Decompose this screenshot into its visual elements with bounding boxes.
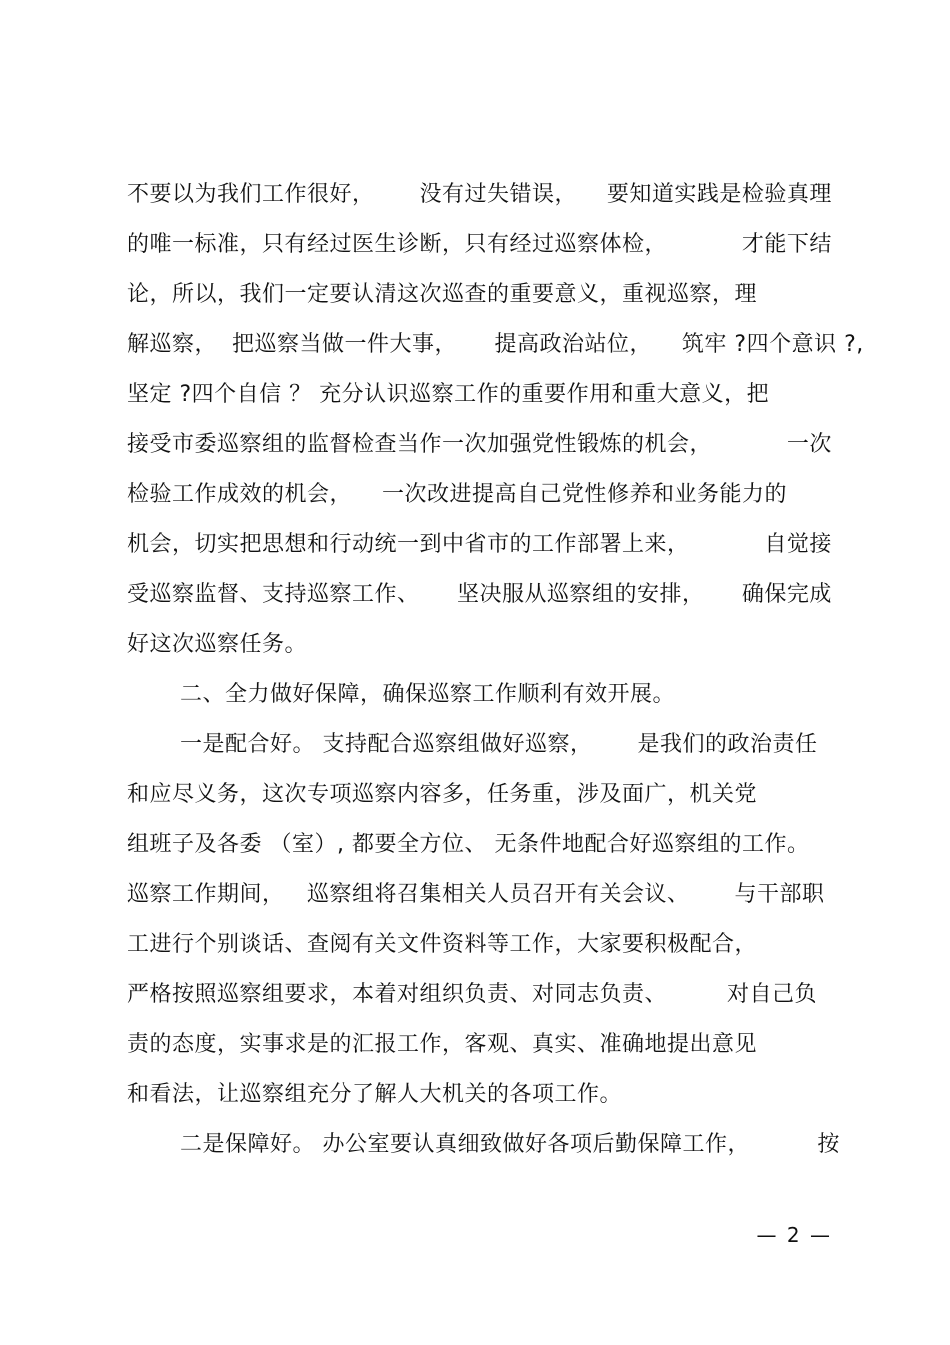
text-line-4: 解巡察， 把巡察当做一件大事， 提高政治站位， 筑牢 ?四个意识 ?, (127, 332, 864, 357)
text-line-5: 坚定 ?四个自信 ？ 充分认识巡察工作的重要作用和重大意义，把 (127, 382, 770, 407)
text-line-9: 受巡察监督、支持巡察工作、 坚决服从巡察组的安排， 确保完成 (127, 582, 832, 607)
text-line-17: 严格按照巡察组要求，本着对组织负责、对同志负责、 对自己负 (127, 982, 817, 1007)
text-line-14: 组班子及各委 （室）, 都要全方位、 无条件地配合好巡察组的工作。 (127, 832, 810, 857)
text-line-10: 好这次巡察任务。 (127, 632, 308, 657)
section-heading: 二、全力做好保障，确保巡察工作顺利有效开展。 (180, 682, 676, 707)
text-line-13: 和应尽义务，这次专项巡察内容多，任务重，涉及面广，机关党 (127, 782, 758, 807)
text-line-7: 检验工作成效的机会， 一次改进提高自己党性修养和业务能力的 (127, 482, 787, 507)
text-line-19: 和看法，让巡察组充分了解人大机关的各项工作。 (127, 1082, 623, 1107)
text-line-20: 二是保障好。 办公室要认真细致做好各项后勤保障工作， 按 (180, 1132, 840, 1157)
text-line-18: 责的态度，实事求是的汇报工作，客观、真实、准确地提出意见 (127, 1032, 758, 1057)
text-line-16: 工进行个别谈话、查阅有关文件资料等工作，大家要积极配合， (127, 932, 758, 957)
text-line-1: 不要以为我们工作很好， 没有过失错误， 要知道实践是检验真理 (127, 182, 832, 207)
text-line-2: 的唯一标准，只有经过医生诊断，只有经过巡察体检， 才能下结 (127, 232, 832, 257)
text-line-12: 一是配合好。 支持配合巡察组做好巡察， 是我们的政治责任 (180, 732, 818, 757)
text-line-8: 机会，切实把思想和行动统一到中省市的工作部署上来， 自觉接 (127, 532, 832, 557)
text-line-15: 巡察工作期间， 巡察组将召集相关人员召开有关会议、 与干部职 (127, 882, 825, 907)
page-number: — 2 — (756, 1223, 832, 1247)
text-line-3: 论，所以，我们一定要认清这次巡查的重要意义，重视巡察，理 (127, 282, 758, 307)
text-line-6: 接受市委巡察组的监督检查当作一次加强党性锻炼的机会， 一次 (127, 432, 832, 457)
